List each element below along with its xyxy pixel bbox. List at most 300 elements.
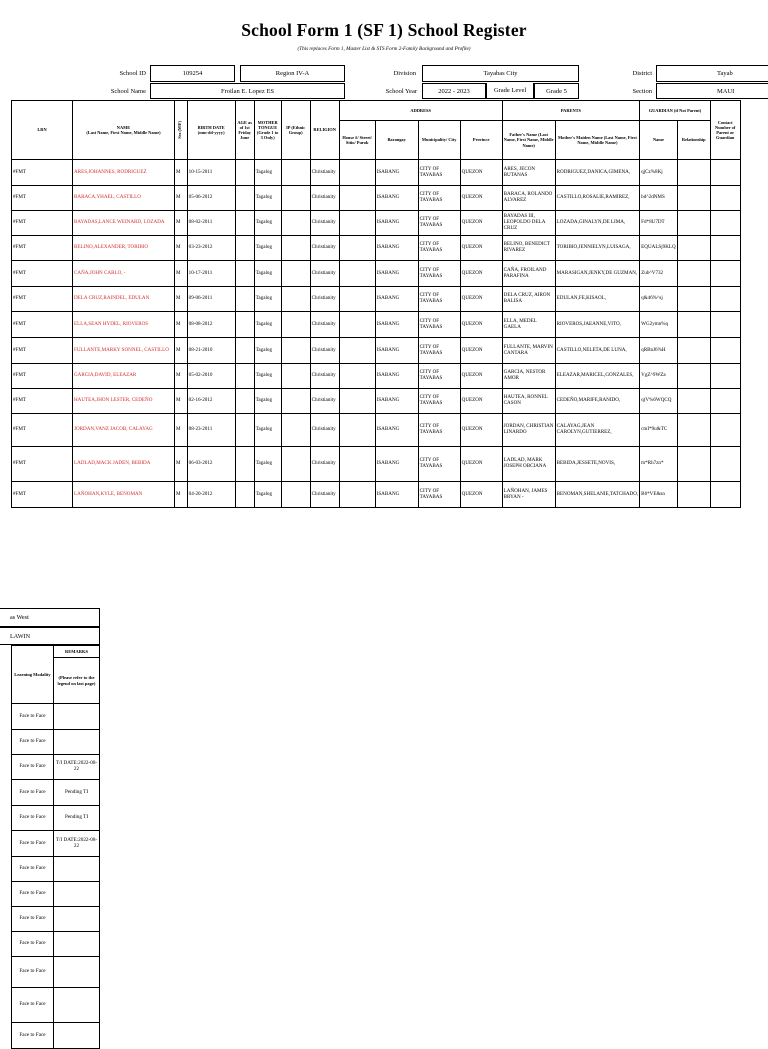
cell-guardian-relationship: [677, 287, 710, 312]
cell-mother: LOZADA,GINALYN,DE LIMA,: [555, 211, 640, 236]
cell-mother: RIOVEROS,JAEANNE,VITO,: [555, 312, 640, 338]
cell-birth-date: 08-08-2012: [187, 312, 235, 338]
remarks-row: [12, 780, 100, 806]
cell-religion: Christianity: [310, 389, 339, 414]
header-guardian-name: Name: [640, 121, 678, 160]
cell-mother: RODRIGUEZ,DANICA,GIMENA,: [555, 160, 640, 186]
cell-sex: M: [175, 287, 188, 312]
cell-father: HAUTEA, RONNEL CASON: [502, 389, 555, 414]
cell-barangay: ISABANG: [375, 414, 418, 447]
table-row: [12, 389, 741, 414]
cell-religion: Christianity: [310, 414, 339, 447]
cell-mother-tongue: Tagalog: [254, 160, 281, 186]
cell-name: DELA CRUZ,RAINDEL, EDULAN: [73, 287, 175, 312]
cell-remarks: [54, 882, 100, 907]
cell-municipality: CITY OF TAYABAS: [418, 186, 460, 211]
cell-guardian-relationship: [677, 414, 710, 447]
cell-religion: Christianity: [310, 236, 339, 261]
cell-religion: Christianity: [310, 447, 339, 482]
cell-remarks: [54, 932, 100, 957]
cell-barangay: ISABANG: [375, 389, 418, 414]
cell-age: [235, 338, 254, 364]
cell-house: [339, 482, 375, 508]
region-value: Region IV-A: [240, 65, 345, 82]
cell-barangay: ISABANG: [375, 236, 418, 261]
cell-birth-date: 05-06-2012: [187, 186, 235, 211]
header-sex: [175, 101, 188, 160]
school-id-value: 109254: [150, 65, 235, 82]
cell-remarks: T/I DATE:2022-08-22: [54, 755, 100, 780]
header-guardian-relationship: Relationship: [677, 121, 710, 160]
table-row: [12, 287, 741, 312]
cell-lrn: #FMT: [12, 211, 73, 236]
cell-municipality: CITY OF TAYABAS: [418, 364, 460, 389]
cell-contact: [710, 389, 740, 414]
remarks-row: [12, 882, 100, 907]
cell-name: HAUTEA,JHON LESTER, CEDEÑO: [73, 389, 175, 414]
cell-contact: [710, 364, 740, 389]
cell-learning-modality: Face to Face: [12, 831, 54, 857]
cell-province: QUEZON: [460, 447, 502, 482]
remarks-row: [12, 704, 100, 730]
cell-birth-date: 09-06-2011: [187, 287, 235, 312]
cell-remarks: Pending TI: [54, 780, 100, 806]
cell-contact: [710, 160, 740, 186]
cell-remarks: [54, 988, 100, 1023]
cell-lrn: #FMT: [12, 414, 73, 447]
school-year-value: 2022 - 2023: [422, 83, 486, 99]
table-row: [12, 364, 741, 389]
cell-contact: [710, 261, 740, 287]
district-value: Tayab: [656, 65, 768, 82]
cell-province: QUEZON: [460, 414, 502, 447]
cell-name: ELLA,SEAN HYDEL, RIOVEROS: [73, 312, 175, 338]
cell-age: [235, 447, 254, 482]
cell-guardian-name: Fd*8U7DT: [640, 211, 678, 236]
cell-name: LADLAD,MACK JADEN, BEBIDA: [73, 447, 175, 482]
cell-remarks: [54, 1023, 100, 1049]
cell-age: [235, 312, 254, 338]
cell-house: [339, 261, 375, 287]
cell-barangay: ISABANG: [375, 338, 418, 364]
school-year-label: School Year: [385, 88, 417, 95]
cell-mother: ELEAZAR,MARICEL,GONZALES,: [555, 364, 640, 389]
cell-ip: [281, 364, 310, 389]
cell-ip: [281, 447, 310, 482]
form-subtitle: (This replaces Form 1, Master List & STS Form 2-Family Background and Profile): [297, 46, 471, 52]
cell-barangay: ISABANG: [375, 211, 418, 236]
cell-sex: M: [175, 414, 188, 447]
cell-contact: [710, 287, 740, 312]
cell-guardian-relationship: [677, 364, 710, 389]
cell-guardian-name: VgZ^9WZa: [640, 364, 678, 389]
cell-barangay: ISABANG: [375, 482, 418, 508]
cell-house: [339, 338, 375, 364]
cell-lrn: #FMT: [12, 338, 73, 364]
district-label: District: [632, 70, 652, 77]
header-mother: Mother's Maiden Name (Last Name, First Name, Middle Name): [555, 121, 640, 160]
cell-father: FULLANTE, MARVIN CANTARA: [502, 338, 555, 364]
cell-ip: [281, 338, 310, 364]
cell-guardian-relationship: [677, 160, 710, 186]
cell-mother-tongue: Tagalog: [254, 364, 281, 389]
cell-mother: BEBIDA,JESSETE,NOVIS,: [555, 447, 640, 482]
cell-guardian-relationship: [677, 261, 710, 287]
cell-sex: M: [175, 236, 188, 261]
cell-province: QUEZON: [460, 160, 502, 186]
cell-learning-modality: Face to Face: [12, 806, 54, 831]
cell-municipality: CITY OF TAYABAS: [418, 389, 460, 414]
cell-birth-date: 04-20-2012: [187, 482, 235, 508]
cell-ip: [281, 414, 310, 447]
cell-learning-modality: Face to Face: [12, 704, 54, 730]
cell-mother-tongue: Tagalog: [254, 186, 281, 211]
header-remarks: REMARKS: [54, 646, 100, 658]
cell-father: BARACA, ROLANDO ALVAREZ: [502, 186, 555, 211]
cell-learning-modality: Face to Face: [12, 755, 54, 780]
cell-barangay: ISABANG: [375, 186, 418, 211]
cell-guardian-name: q&46%^sj: [640, 287, 678, 312]
table-row: [12, 338, 741, 364]
remarks-row: [12, 806, 100, 831]
cell-house: [339, 236, 375, 261]
cell-religion: Christianity: [310, 312, 339, 338]
cell-guardian-relationship: [677, 211, 710, 236]
cell-learning-modality: Face to Face: [12, 932, 54, 957]
cell-province: QUEZON: [460, 312, 502, 338]
cell-guardian-relationship: [677, 389, 710, 414]
cell-religion: Christianity: [310, 338, 339, 364]
form-title: School Form 1 (SF 1) School Register: [241, 20, 527, 40]
header-tongue: MOTHER TONGUE (Grade 1 to 3 Only): [254, 101, 281, 160]
cell-municipality: CITY OF TAYABAS: [418, 160, 460, 186]
cell-lrn: #FMT: [12, 236, 73, 261]
grade-level-value: Grade 5: [534, 83, 579, 99]
table-row: [12, 447, 741, 482]
cell-learning-modality: Face to Face: [12, 1023, 54, 1049]
section-continued: LAWIN: [0, 627, 100, 645]
cell-house: [339, 389, 375, 414]
cell-name: BARACA,YHAEL, CASTILLO: [73, 186, 175, 211]
header-name: NAME (Last Name, First Name, Middle Name): [73, 101, 175, 160]
cell-age: [235, 482, 254, 508]
cell-guardian-name: q(V%6WQCQ: [640, 389, 678, 414]
cell-guardian-relationship: [677, 236, 710, 261]
header-birth: BIRTH DATE (mm-dd-yyyy): [187, 101, 235, 160]
cell-province: QUEZON: [460, 338, 502, 364]
cell-province: QUEZON: [460, 287, 502, 312]
cell-age: [235, 236, 254, 261]
cell-lrn: #FMT: [12, 287, 73, 312]
section-label: Section: [632, 88, 652, 95]
cell-house: [339, 186, 375, 211]
school-name-label: School Name: [110, 88, 146, 95]
header-ip: IP (Ethnic Group): [281, 101, 310, 160]
section-value: MAUI: [656, 83, 768, 99]
cell-contact: [710, 236, 740, 261]
cell-father: JORDAN, CHRISTIAN LINARDO: [502, 414, 555, 447]
cell-birth-date: 05-02-2010: [187, 364, 235, 389]
remarks-row: [12, 1023, 100, 1049]
cell-municipality: CITY OF TAYABAS: [418, 261, 460, 287]
cell-learning-modality: Face to Face: [12, 907, 54, 932]
header-province: Province: [460, 121, 502, 160]
header-remarks-note: (Please refer to the legend on last page): [54, 658, 100, 704]
cell-learning-modality: Face to Face: [12, 882, 54, 907]
cell-mother: CALAYAG,JEAN CAROLYN,GUTIERREZ,: [555, 414, 640, 447]
cell-mother: EDULAN,FE,KISAOL,: [555, 287, 640, 312]
cell-learning-modality: Face to Face: [12, 857, 54, 882]
cell-province: QUEZON: [460, 236, 502, 261]
remarks-row: [12, 857, 100, 882]
cell-name: BELINO,ALEXANDER, TORIBIO: [73, 236, 175, 261]
remarks-row: [12, 907, 100, 932]
cell-name: ARES,JOHANNES, RODRIGUEZ: [73, 160, 175, 186]
header-contact: Contact Number of Parent or Guardian: [710, 101, 740, 160]
cell-municipality: CITY OF TAYABAS: [418, 414, 460, 447]
cell-ip: [281, 287, 310, 312]
cell-mother-tongue: Tagalog: [254, 482, 281, 508]
cell-sex: M: [175, 160, 188, 186]
cell-name: JORDAN,VANZ JACOB, CALAYAG: [73, 414, 175, 447]
school-id-label: School ID: [119, 70, 146, 77]
cell-father: LADLAD, MARK JOSEPH OBCIANA: [502, 447, 555, 482]
cell-religion: Christianity: [310, 186, 339, 211]
cell-religion: Christianity: [310, 364, 339, 389]
cell-municipality: CITY OF TAYABAS: [418, 211, 460, 236]
cell-barangay: ISABANG: [375, 287, 418, 312]
cell-father: BAYADAS III, LEOPOLDO DELA CRUZ: [502, 211, 555, 236]
table-row: [12, 414, 741, 447]
remarks-row: [12, 988, 100, 1023]
header-learning-modality: Learning Modality: [12, 646, 54, 704]
cell-remarks: Pending TI: [54, 806, 100, 831]
cell-religion: Christianity: [310, 482, 339, 508]
cell-guardian-name: EQUALSj9KLQ: [640, 236, 678, 261]
cell-lrn: #FMT: [12, 389, 73, 414]
cell-lrn: #FMT: [12, 364, 73, 389]
cell-age: [235, 186, 254, 211]
cell-age: [235, 261, 254, 287]
cell-mother-tongue: Tagalog: [254, 389, 281, 414]
remarks-table: [11, 645, 100, 1049]
cell-birth-date: 10-15-2011: [187, 160, 235, 186]
cell-house: [339, 160, 375, 186]
cell-ip: [281, 389, 310, 414]
cell-sex: M: [175, 447, 188, 482]
cell-sex: M: [175, 186, 188, 211]
header-lrn: LRN: [12, 101, 73, 160]
cell-contact: [710, 338, 740, 364]
cell-contact: [710, 186, 740, 211]
cell-name: BAYADAS,LANCE WEINARD, LOZADA: [73, 211, 175, 236]
cell-barangay: ISABANG: [375, 261, 418, 287]
cell-house: [339, 364, 375, 389]
cell-province: QUEZON: [460, 211, 502, 236]
division-value: Tayabas City: [422, 65, 579, 82]
cell-guardian-name: cmI*9u&TC: [640, 414, 678, 447]
cell-guardian-name: qRBnJ6%H: [640, 338, 678, 364]
cell-birth-date: 06-03-2012: [187, 447, 235, 482]
cell-mother-tongue: Tagalog: [254, 312, 281, 338]
cell-father: BELINO, BENEDICT RIVAREZ: [502, 236, 555, 261]
cell-remarks: [54, 907, 100, 932]
cell-barangay: ISABANG: [375, 447, 418, 482]
register-table: [11, 100, 741, 508]
cell-lrn: #FMT: [12, 447, 73, 482]
cell-remarks: [54, 730, 100, 755]
cell-name: GARCIA,DAVID, ELEAZAR: [73, 364, 175, 389]
cell-contact: [710, 312, 740, 338]
cell-religion: Christianity: [310, 287, 339, 312]
cell-age: [235, 160, 254, 186]
cell-guardian-relationship: [677, 447, 710, 482]
cell-sex: M: [175, 211, 188, 236]
cell-sex: M: [175, 312, 188, 338]
cell-house: [339, 211, 375, 236]
cell-barangay: ISABANG: [375, 312, 418, 338]
cell-municipality: CITY OF TAYABAS: [418, 236, 460, 261]
remarks-row: [12, 957, 100, 988]
cell-guardian-name: m*Rh7zn*: [640, 447, 678, 482]
cell-mother-tongue: Tagalog: [254, 338, 281, 364]
cell-guardian-relationship: [677, 482, 710, 508]
cell-guardian-name: B6*VE&sn: [640, 482, 678, 508]
header-father: Father's Name (Last Name, First Name, Middle Name): [502, 121, 555, 160]
remarks-row: [12, 932, 100, 957]
cell-remarks: [54, 704, 100, 730]
cell-birth-date: 10-17-2011: [187, 261, 235, 287]
cell-mother-tongue: Tagalog: [254, 287, 281, 312]
cell-mother-tongue: Tagalog: [254, 236, 281, 261]
cell-house: [339, 287, 375, 312]
cell-lrn: #FMT: [12, 261, 73, 287]
header-house: House #/ Street/ Sitio/ Purok: [339, 121, 375, 160]
header-address: ADDRESS: [339, 101, 502, 121]
cell-religion: Christianity: [310, 261, 339, 287]
cell-province: QUEZON: [460, 186, 502, 211]
table-row: [12, 186, 741, 211]
cell-mother: BENOMAN,SHELANIE,TATCHADO,: [555, 482, 640, 508]
cell-name: FULLANTE,MARKY SONNEL, CASTILLO: [73, 338, 175, 364]
cell-municipality: CITY OF TAYABAS: [418, 287, 460, 312]
cell-mother: MARASIGAN,JENKY,DE GUZMAN,: [555, 261, 640, 287]
cell-sex: M: [175, 261, 188, 287]
cell-mother: CASTILLO,NELETA,DE LUNA,: [555, 338, 640, 364]
cell-learning-modality: Face to Face: [12, 780, 54, 806]
cell-municipality: CITY OF TAYABAS: [418, 482, 460, 508]
table-row: [12, 482, 741, 508]
cell-ip: [281, 482, 310, 508]
cell-guardian-name: bd^2dNMS: [640, 186, 678, 211]
cell-father: GARCIA, NESTOR AMOR: [502, 364, 555, 389]
cell-birth-date: 02-16-2012: [187, 389, 235, 414]
cell-province: QUEZON: [460, 364, 502, 389]
cell-house: [339, 414, 375, 447]
cell-contact: [710, 482, 740, 508]
cell-guardian-name: WG2ymn%q: [640, 312, 678, 338]
cell-remarks: T/I DATE:2022-08-22: [54, 831, 100, 857]
cell-sex: M: [175, 389, 188, 414]
cell-birth-date: 08-21-2010: [187, 338, 235, 364]
cell-house: [339, 447, 375, 482]
cell-sex: M: [175, 482, 188, 508]
cell-lrn: #FMT: [12, 482, 73, 508]
cell-guardian-name: qjCz%8Kj: [640, 160, 678, 186]
table-row: [12, 211, 741, 236]
table-row: [12, 236, 741, 261]
table-row: [12, 160, 741, 186]
cell-father: LAÑOHAN, JAMES BRYAN -: [502, 482, 555, 508]
table-row: [12, 261, 741, 287]
table-row: [12, 312, 741, 338]
cell-house: [339, 312, 375, 338]
cell-remarks: [54, 957, 100, 988]
header-parents: PARENTS: [502, 101, 640, 121]
header-barangay: Barangay: [375, 121, 418, 160]
cell-age: [235, 414, 254, 447]
district-continued: as West: [0, 608, 100, 627]
cell-guardian-relationship: [677, 186, 710, 211]
cell-barangay: ISABANG: [375, 364, 418, 389]
cell-guardian-name: Zub^V732: [640, 261, 678, 287]
cell-province: QUEZON: [460, 482, 502, 508]
cell-barangay: ISABANG: [375, 160, 418, 186]
cell-contact: [710, 414, 740, 447]
cell-name: CAÑA,JOHN CARLO, -: [73, 261, 175, 287]
remarks-row: [12, 831, 100, 857]
cell-guardian-relationship: [677, 312, 710, 338]
cell-religion: Christianity: [310, 211, 339, 236]
cell-age: [235, 389, 254, 414]
remarks-row: [12, 755, 100, 780]
cell-guardian-relationship: [677, 338, 710, 364]
header-sex-text: Sex (M/F): [177, 120, 183, 139]
cell-municipality: CITY OF TAYABAS: [418, 447, 460, 482]
cell-father: CAÑA, FROILAND PARAFINA: [502, 261, 555, 287]
cell-age: [235, 364, 254, 389]
grade-level-label: Grade Level: [486, 83, 534, 99]
header-age: AGE as of 1st Friday June: [235, 101, 254, 160]
cell-birth-date: 08-02-2011: [187, 211, 235, 236]
cell-ip: [281, 312, 310, 338]
header-municipality: Municipality/ City: [418, 121, 460, 160]
cell-learning-modality: Face to Face: [12, 988, 54, 1023]
cell-mother-tongue: Tagalog: [254, 261, 281, 287]
division-label: Division: [393, 70, 416, 77]
cell-contact: [710, 447, 740, 482]
cell-remarks: [54, 857, 100, 882]
cell-learning-modality: Face to Face: [12, 957, 54, 988]
cell-lrn: #FMT: [12, 312, 73, 338]
cell-ip: [281, 236, 310, 261]
cell-mother-tongue: Tagalog: [254, 447, 281, 482]
cell-ip: [281, 261, 310, 287]
cell-mother-tongue: Tagalog: [254, 211, 281, 236]
cell-birth-date: 03-23-2012: [187, 236, 235, 261]
cell-father: DELA CRUZ, AIRON BALISA: [502, 287, 555, 312]
cell-ip: [281, 211, 310, 236]
header-guardian: GUARDIAN (if Not Parent): [640, 101, 711, 121]
cell-ip: [281, 160, 310, 186]
cell-mother: TORIBIO,JENNIELYN,LUISAGA,: [555, 236, 640, 261]
cell-mother: CASTILLO,ROSALIE,RAMIREZ,: [555, 186, 640, 211]
cell-father: ARES, JECON BUTANAS: [502, 160, 555, 186]
cell-sex: M: [175, 364, 188, 389]
cell-age: [235, 287, 254, 312]
cell-father: ELLA, MEDEL GAELA: [502, 312, 555, 338]
cell-mother: CEDEÑO,MARIFE,RANIDO,: [555, 389, 640, 414]
